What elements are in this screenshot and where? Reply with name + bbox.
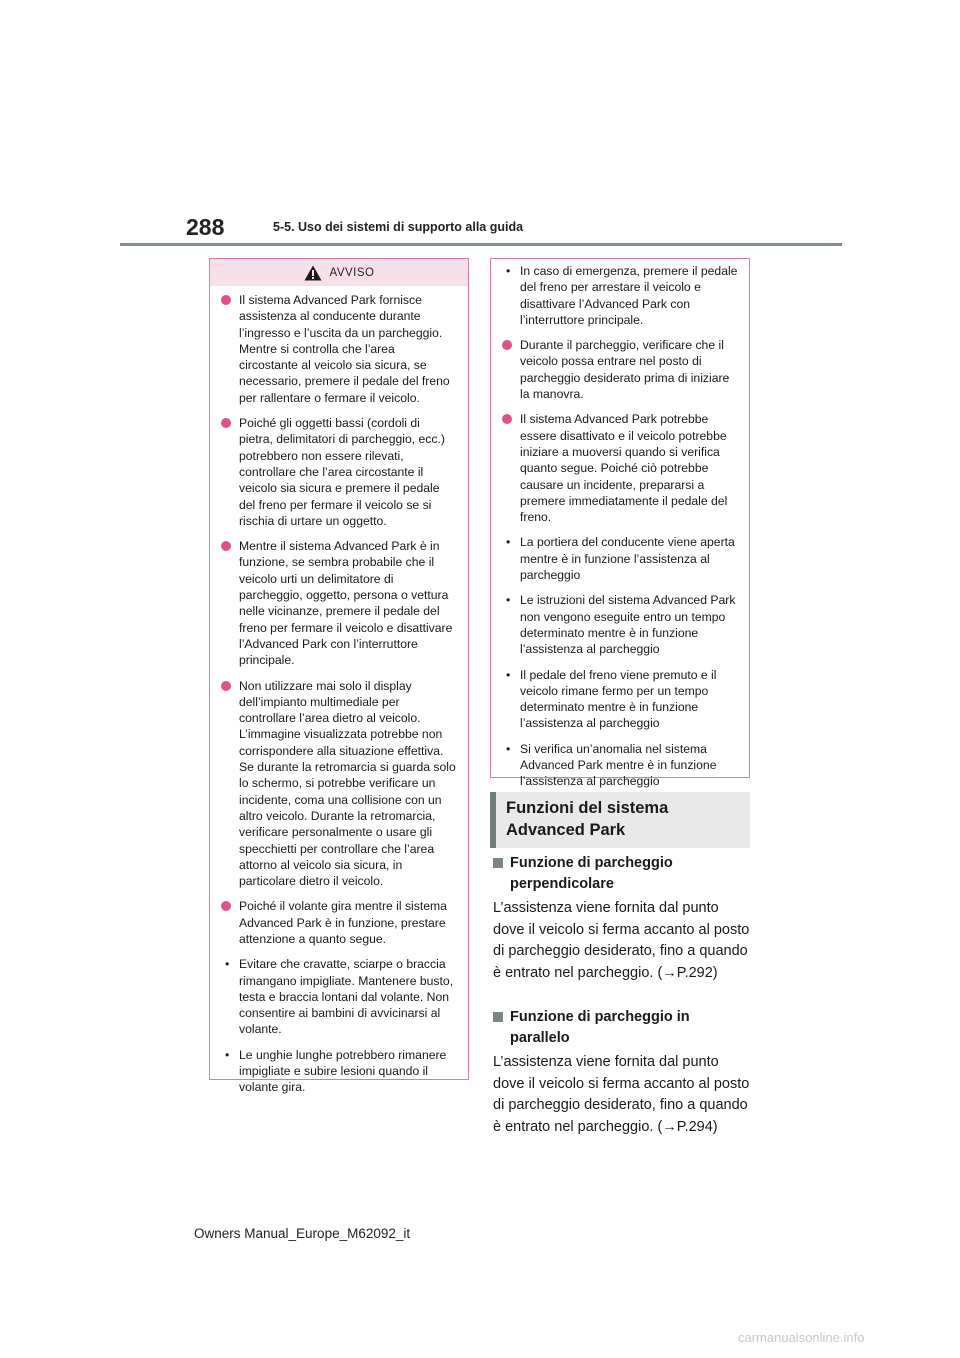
header-divider bbox=[120, 243, 842, 246]
section-heading-text: Funzioni del sistema Advanced Park bbox=[506, 799, 669, 839]
list-item-text: Si verifica un’anomalia nel sistema Advanced Park mentre è in funzione l’assistenza al parcheggio bbox=[520, 741, 717, 789]
list-item-text: Poiché il volante gira mentre il sistema Advanced Park è in funzione, prestare attenzione a quanto segue. bbox=[239, 899, 447, 946]
warning-triangle-icon bbox=[304, 265, 322, 281]
list-item bbox=[221, 415, 457, 529]
subsection-parallel bbox=[493, 1007, 753, 1139]
list-item-text: Le unghie lunghe potrebbero rimanere impigliate e subire lesioni quando il volante gira. bbox=[239, 1047, 447, 1095]
list-item-text: Durante il parcheggio, verificare che il veicolo possa entrare nel posto di parcheggio desiderato prima di iniziare la manovra. bbox=[520, 338, 730, 402]
section-title: 5-5. Uso dei sistemi di supporto alla guida bbox=[273, 220, 524, 234]
list-item-text: In caso di emergenza, premere il pedale del freno per arrestare il veicolo e disattivare l’Advanced Park con l’interruttore principale. bbox=[520, 264, 738, 327]
subsection-title: Funzione di parcheggio perpendicolare bbox=[493, 853, 753, 895]
bullet-mark: • bbox=[506, 667, 511, 682]
warning-box bbox=[209, 258, 469, 1095]
list-item bbox=[502, 534, 738, 583]
subsection-body: L’assistenza viene fornita dal punto dove il veicolo si ferma accanto al posto di parcheggio desiderato, fino a quando è entrato nel parcheggio. (→P.294) bbox=[493, 1054, 750, 1136]
bullet-mark: • bbox=[506, 535, 511, 550]
list-item-text: Poiché gli oggetti bassi (cordoli di pietra, delimitatori di parcheggio, ecc.) potrebbero non essere rilevati, controllare che l’area circostante il veicolo sia sicura e premere il pedale del freno per fermare il veicolo se si rischia di urtare un oggetto. bbox=[239, 416, 445, 528]
list-item bbox=[221, 898, 457, 947]
bullet-mark: • bbox=[225, 1047, 230, 1062]
subsection-perpendicular bbox=[493, 853, 753, 985]
bullet-mark: • bbox=[506, 593, 511, 608]
section-heading bbox=[490, 792, 750, 848]
list-item bbox=[502, 337, 738, 402]
bullet-dot-icon bbox=[221, 295, 231, 305]
warning-header bbox=[210, 259, 468, 286]
list-item bbox=[221, 538, 457, 668]
page-number: 288 bbox=[186, 214, 225, 240]
subsection-body: L’assistenza viene fornita dal punto dove il veicolo si ferma accanto al posto di parcheggio desiderato, fino a quando è entrato nel parcheggio. (→P.292) bbox=[493, 900, 750, 982]
list-item-text: Mentre il sistema Advanced Park è in funzione, se sembra probabile che il veicolo urti un delimitatore di parcheggio, oggetto, persona o vettura nelle vicinanze, premere il pedale del freno per fermare il veicolo e disattivare l’Advanced Park con l’interruttore principale. bbox=[239, 539, 453, 668]
bullet-dot-icon bbox=[502, 414, 512, 424]
bullet-dot-icon bbox=[221, 681, 231, 691]
bullet-dot-icon bbox=[221, 418, 231, 428]
bullet-dot-icon bbox=[221, 901, 231, 911]
list-item bbox=[221, 1047, 457, 1096]
list-item-text: Il pedale del freno viene premuto e il veicolo rimane fermo per un tempo determinato mentre è in funzione l’assistenza al parcheggio bbox=[520, 667, 717, 731]
list-item bbox=[221, 956, 457, 1037]
square-bullet-icon bbox=[493, 1012, 503, 1022]
list-item-text: Il sistema Advanced Park potrebbe essere disattivato e il veicolo potrebbe iniziare a muoversi quando si verifica quanto segue. Poiché ciò potrebbe causare un incidente, prepararsi a premere immediatamente il pedale del freno. bbox=[520, 412, 728, 525]
list-item bbox=[502, 592, 738, 657]
square-bullet-icon bbox=[493, 858, 503, 868]
subsection-title: Funzione di parcheggio in parallelo bbox=[493, 1007, 753, 1049]
bullet-mark: • bbox=[225, 957, 230, 972]
warning-box-continued bbox=[490, 258, 750, 789]
list-item-text: La portiera del conducente viene aperta mentre è in funzione l’assistenza al parcheggio bbox=[520, 535, 735, 583]
list-item-text: Non utilizzare mai solo il display dell’impianto multimediale per controllare l’area dietro al veicolo. L’immagine visualizzata potrebbe non corrispondere alla situazione effettiva. Se durante la retromarcia si guarda solo lo schermo, si potrebbe verificare un incidente, coma una collisione con un altro veicolo. Durante la retromarcia, verificare personalmente o usare gli specchietti per controllare che l’area attorno al veicolo sia sicura, in particolare dietro il veicolo. bbox=[239, 678, 456, 889]
list-item bbox=[221, 678, 457, 890]
list-item bbox=[502, 263, 738, 328]
list-item bbox=[502, 741, 738, 790]
warning-list bbox=[210, 286, 468, 1096]
watermark: carmanualsonline.info bbox=[738, 1330, 865, 1345]
list-item bbox=[502, 667, 738, 732]
list-item bbox=[221, 292, 457, 406]
page-header bbox=[0, 0, 960, 250]
warning-label: AVVISO bbox=[329, 266, 375, 279]
list-item-text: Evitare che cravatte, sciarpe o braccia rimangano impigliate. Mantenere busto, testa e braccia lontani dal volante. Non consentire ai bambini di avvicinarsi al volante. bbox=[239, 957, 454, 1037]
footer-text: Owners Manual_Europe_M62092_it bbox=[194, 1226, 411, 1241]
bullet-mark: • bbox=[506, 264, 511, 278]
bullet-dot-icon bbox=[502, 340, 512, 350]
list-item bbox=[502, 411, 738, 525]
warning-list-continued bbox=[491, 259, 749, 790]
list-item-text: Il sistema Advanced Park fornisce assistenza al conducente durante l’ingresso e l’uscita da un parcheggio. Mentre si controlla che l’area circostante al veicolo sia sicura, se necessario, premere il pedale del freno per rallentare o fermare il veicolo. bbox=[239, 293, 450, 405]
bullet-dot-icon bbox=[221, 541, 231, 551]
bullet-mark: • bbox=[506, 741, 511, 756]
list-item-text: Le istruzioni del sistema Advanced Park non vengono eseguite entro un tempo determinato mentre è in funzione l’assistenza al parcheggio bbox=[520, 593, 736, 657]
